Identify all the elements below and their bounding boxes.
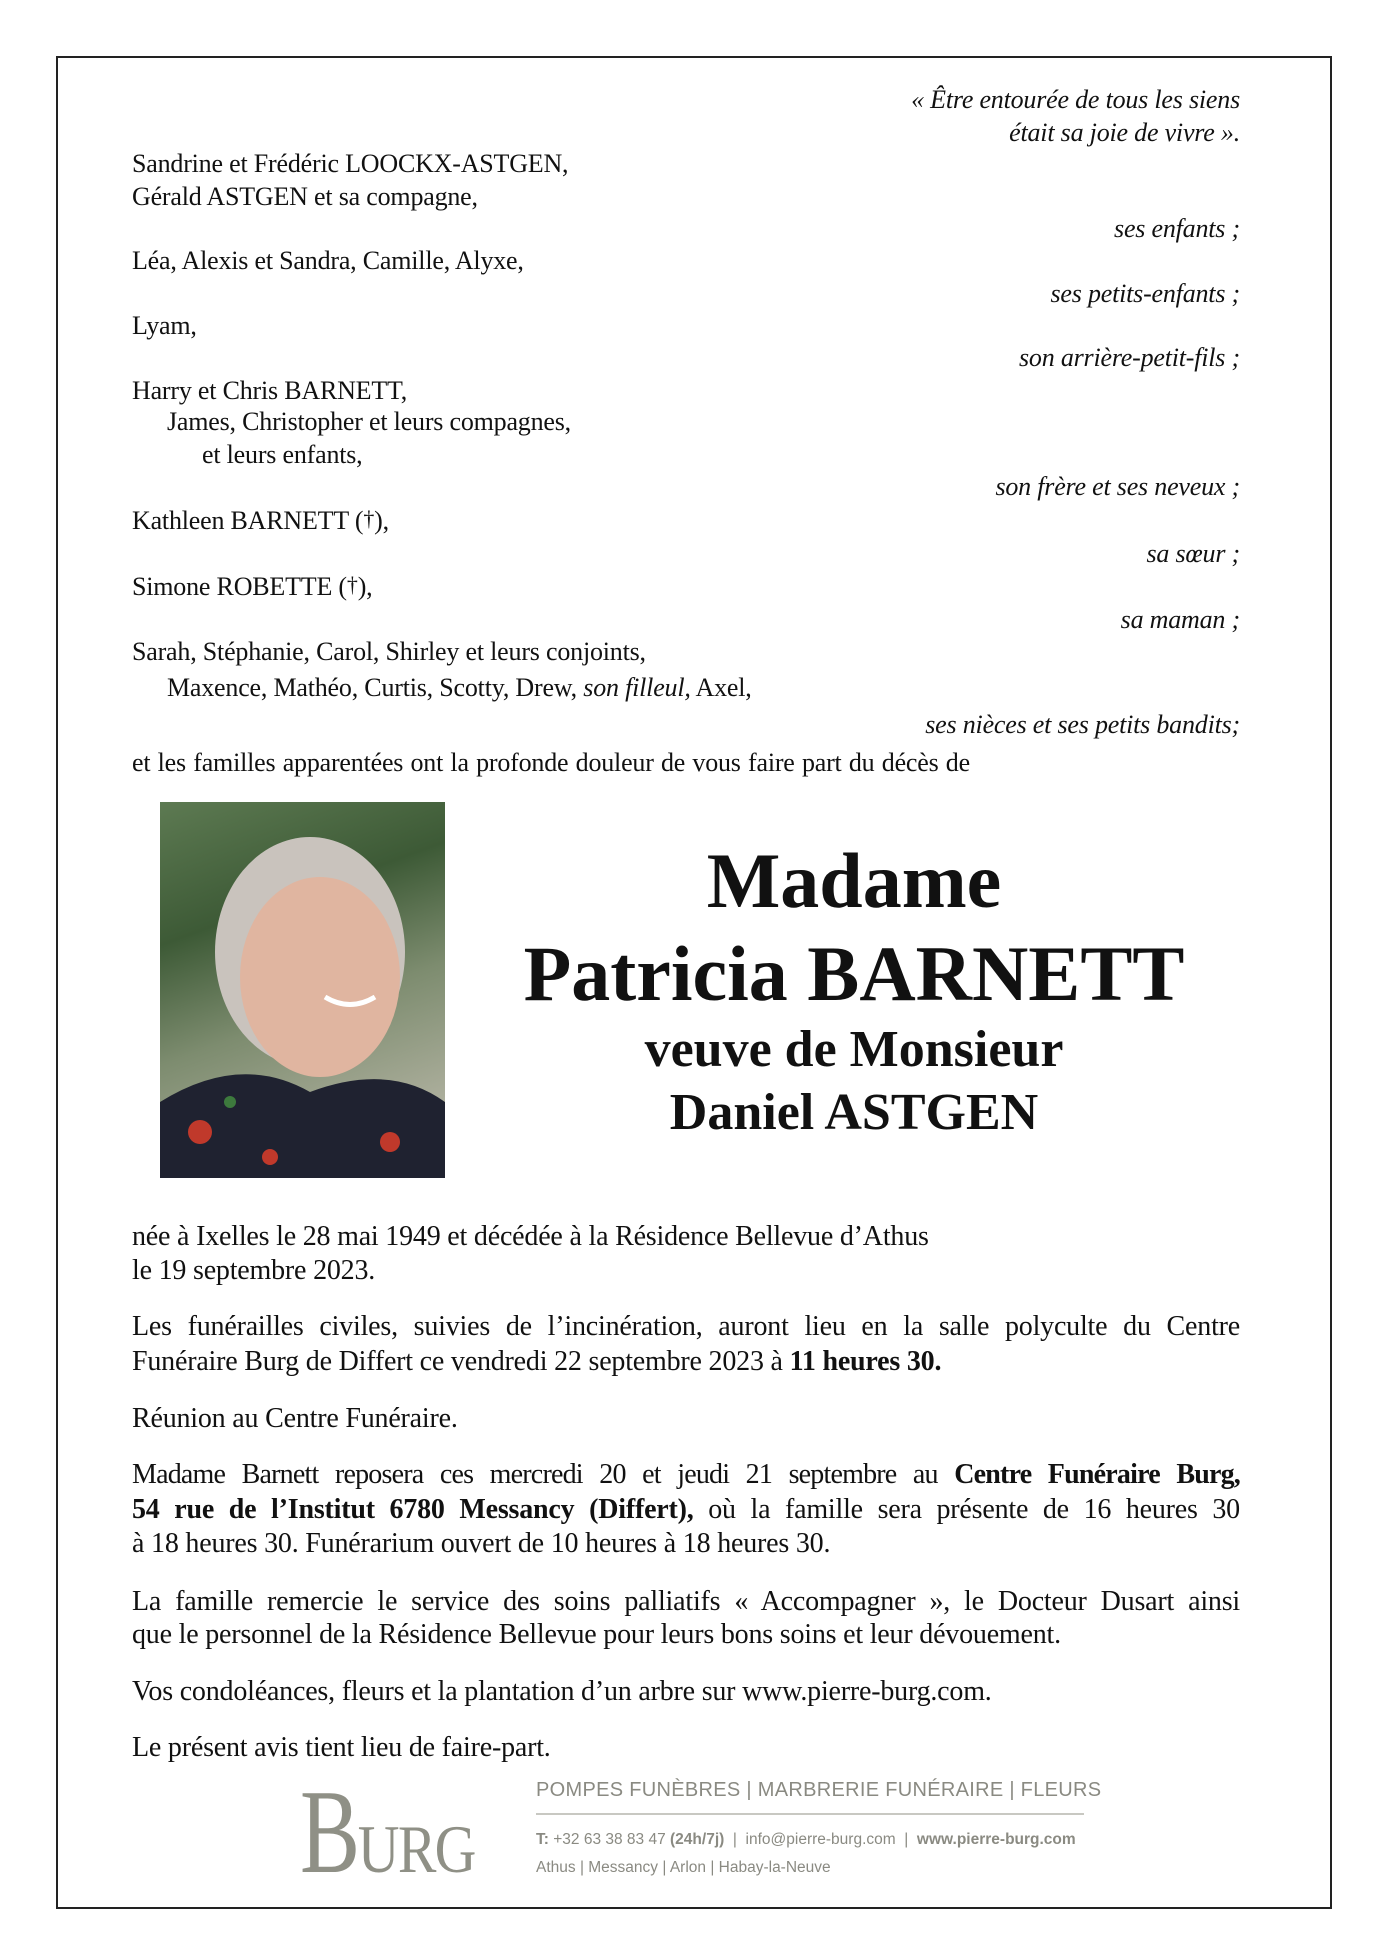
family-line [167, 673, 752, 703]
email-link[interactable]: | info@pierre-burg.com | [724, 1831, 917, 1848]
relation-label: sa sœur ; [1146, 539, 1240, 568]
thanks-line: que le personnel de la Résidence Bellevue pour leurs bons soins et leur dévouement. [132, 1619, 1061, 1650]
quote-line: était sa joie de vivre ». [1009, 118, 1240, 147]
family-line [132, 570, 372, 602]
family-line: Harry et Chris BARNETT, [132, 376, 408, 405]
spouse-name: Daniel ASTGEN [669, 1084, 1039, 1141]
family-line: Lyam, [132, 311, 197, 340]
website-link[interactable]: www.pierre-burg.com [916, 1831, 1076, 1848]
phone-number[interactable]: +32 63 38 83 47 [548, 1831, 671, 1848]
names: Maxence, Mathéo, Curtis, Scotty, Drew, [167, 673, 584, 702]
family-line: Sandrine et Frédéric LOOCKX-ASTGEN, [132, 149, 569, 178]
relation-label: ses petits-enfants ; [1050, 279, 1240, 308]
godson-label: son filleul, [583, 673, 691, 702]
rest-line [132, 1459, 1240, 1491]
rest-line: à 18 heures 30. Funérarium ouvert de 10 heures à 18 heures 30. [132, 1528, 831, 1559]
names: Axel, [690, 673, 752, 702]
footer-divider [536, 1813, 1084, 1815]
funeral-time: 11 heures 30. [789, 1346, 942, 1377]
portrait-image [160, 802, 445, 1178]
footer-services: POMPES FUNÈBRES | MARBRERIE FUNÉRAIRE | FLEURS [536, 1779, 1102, 1801]
relation-label: ses nièces et ses petits bandits; [925, 710, 1240, 739]
family-name: Simone ROBETTE ( [132, 572, 347, 601]
rest-text: où la famille sera présente de 16 heures 30 [693, 1494, 1240, 1525]
punctuation: ), [374, 506, 389, 535]
footer-locations: Athus | Messancy | Arlon | Habay-la-Neuve [536, 1859, 831, 1876]
rest-text: Madame Barnett reposera ces mercredi 20 et jeudi 21 septembre au [132, 1459, 955, 1490]
funeral-line: Les funérailles civiles, suivies de l’incinération, auront lieu en la salle polyculte du Centre [132, 1311, 1240, 1342]
funeral-text: Funéraire Burg de Differt ce vendredi 22 septembre 2023 à [132, 1346, 790, 1377]
deceased-photo [160, 802, 445, 1178]
family-line: Gérald ASTGEN et sa compagne, [132, 182, 478, 211]
birth-line: le 19 septembre 2023. [132, 1255, 376, 1286]
phone-label: T: [536, 1831, 549, 1848]
condolences-line: Vos condoléances, fleurs et la plantation d’un arbre sur www.pierre-burg.com. [132, 1676, 992, 1707]
relation-label: sa maman ; [1120, 605, 1240, 634]
quote-line: « Être entourée de tous les siens [911, 85, 1240, 114]
phone-hours: (24h/7j) [670, 1831, 725, 1848]
funeral-address: 54 rue de l’Institut 6780 Messancy (Differt), [132, 1494, 694, 1525]
cross-icon: † [363, 506, 375, 531]
punctuation: ), [357, 572, 373, 601]
burg-logo [300, 1782, 490, 1877]
family-line: James, Christopher et leurs compagnes, [167, 407, 571, 436]
relation-label: son arrière-petit-fils ; [1019, 343, 1240, 372]
funeral-line [132, 1346, 1240, 1378]
family-line: Léa, Alexis et Sandra, Camille, Alyxe, [132, 246, 524, 275]
notice-line: Le présent avis tient lieu de faire-part. [132, 1732, 551, 1763]
family-line: et leurs enfants, [202, 440, 363, 469]
relation-label: son frère et ses neveux ; [995, 472, 1240, 501]
funeral-home: Centre Funéraire Burg, [954, 1459, 1240, 1490]
footer-contact [536, 1831, 1076, 1849]
cross-icon: † [346, 572, 358, 597]
relation-label: ses enfants ; [1114, 214, 1240, 243]
birth-line: née à Ixelles le 28 mai 1949 et décédée à la Résidence Bellevue d’Athus [132, 1221, 929, 1252]
spouse-line: veuve de Monsieur [644, 1021, 1064, 1078]
family-name: Kathleen BARNETT ( [132, 506, 364, 535]
rest-line [132, 1494, 1240, 1526]
thanks-line: La famille remercie le service des soins palliatifs « Accompagner », le Docteur Dusart ainsi [132, 1586, 1240, 1617]
deceased-name: Patricia BARNETT [523, 930, 1185, 1017]
family-line: Sarah, Stéphanie, Carol, Shirley et leurs conjoints, [132, 637, 646, 666]
announcement-line: et les familles apparentées ont la profonde douleur de vous faire part du décès de [132, 748, 970, 777]
reunion-line: Réunion au Centre Funéraire. [132, 1403, 458, 1434]
deceased-title: Madame [706, 837, 1002, 924]
family-line [132, 504, 389, 536]
svg-text:URG: URG [357, 1811, 475, 1877]
svg-text:B: B [300, 1782, 361, 1877]
